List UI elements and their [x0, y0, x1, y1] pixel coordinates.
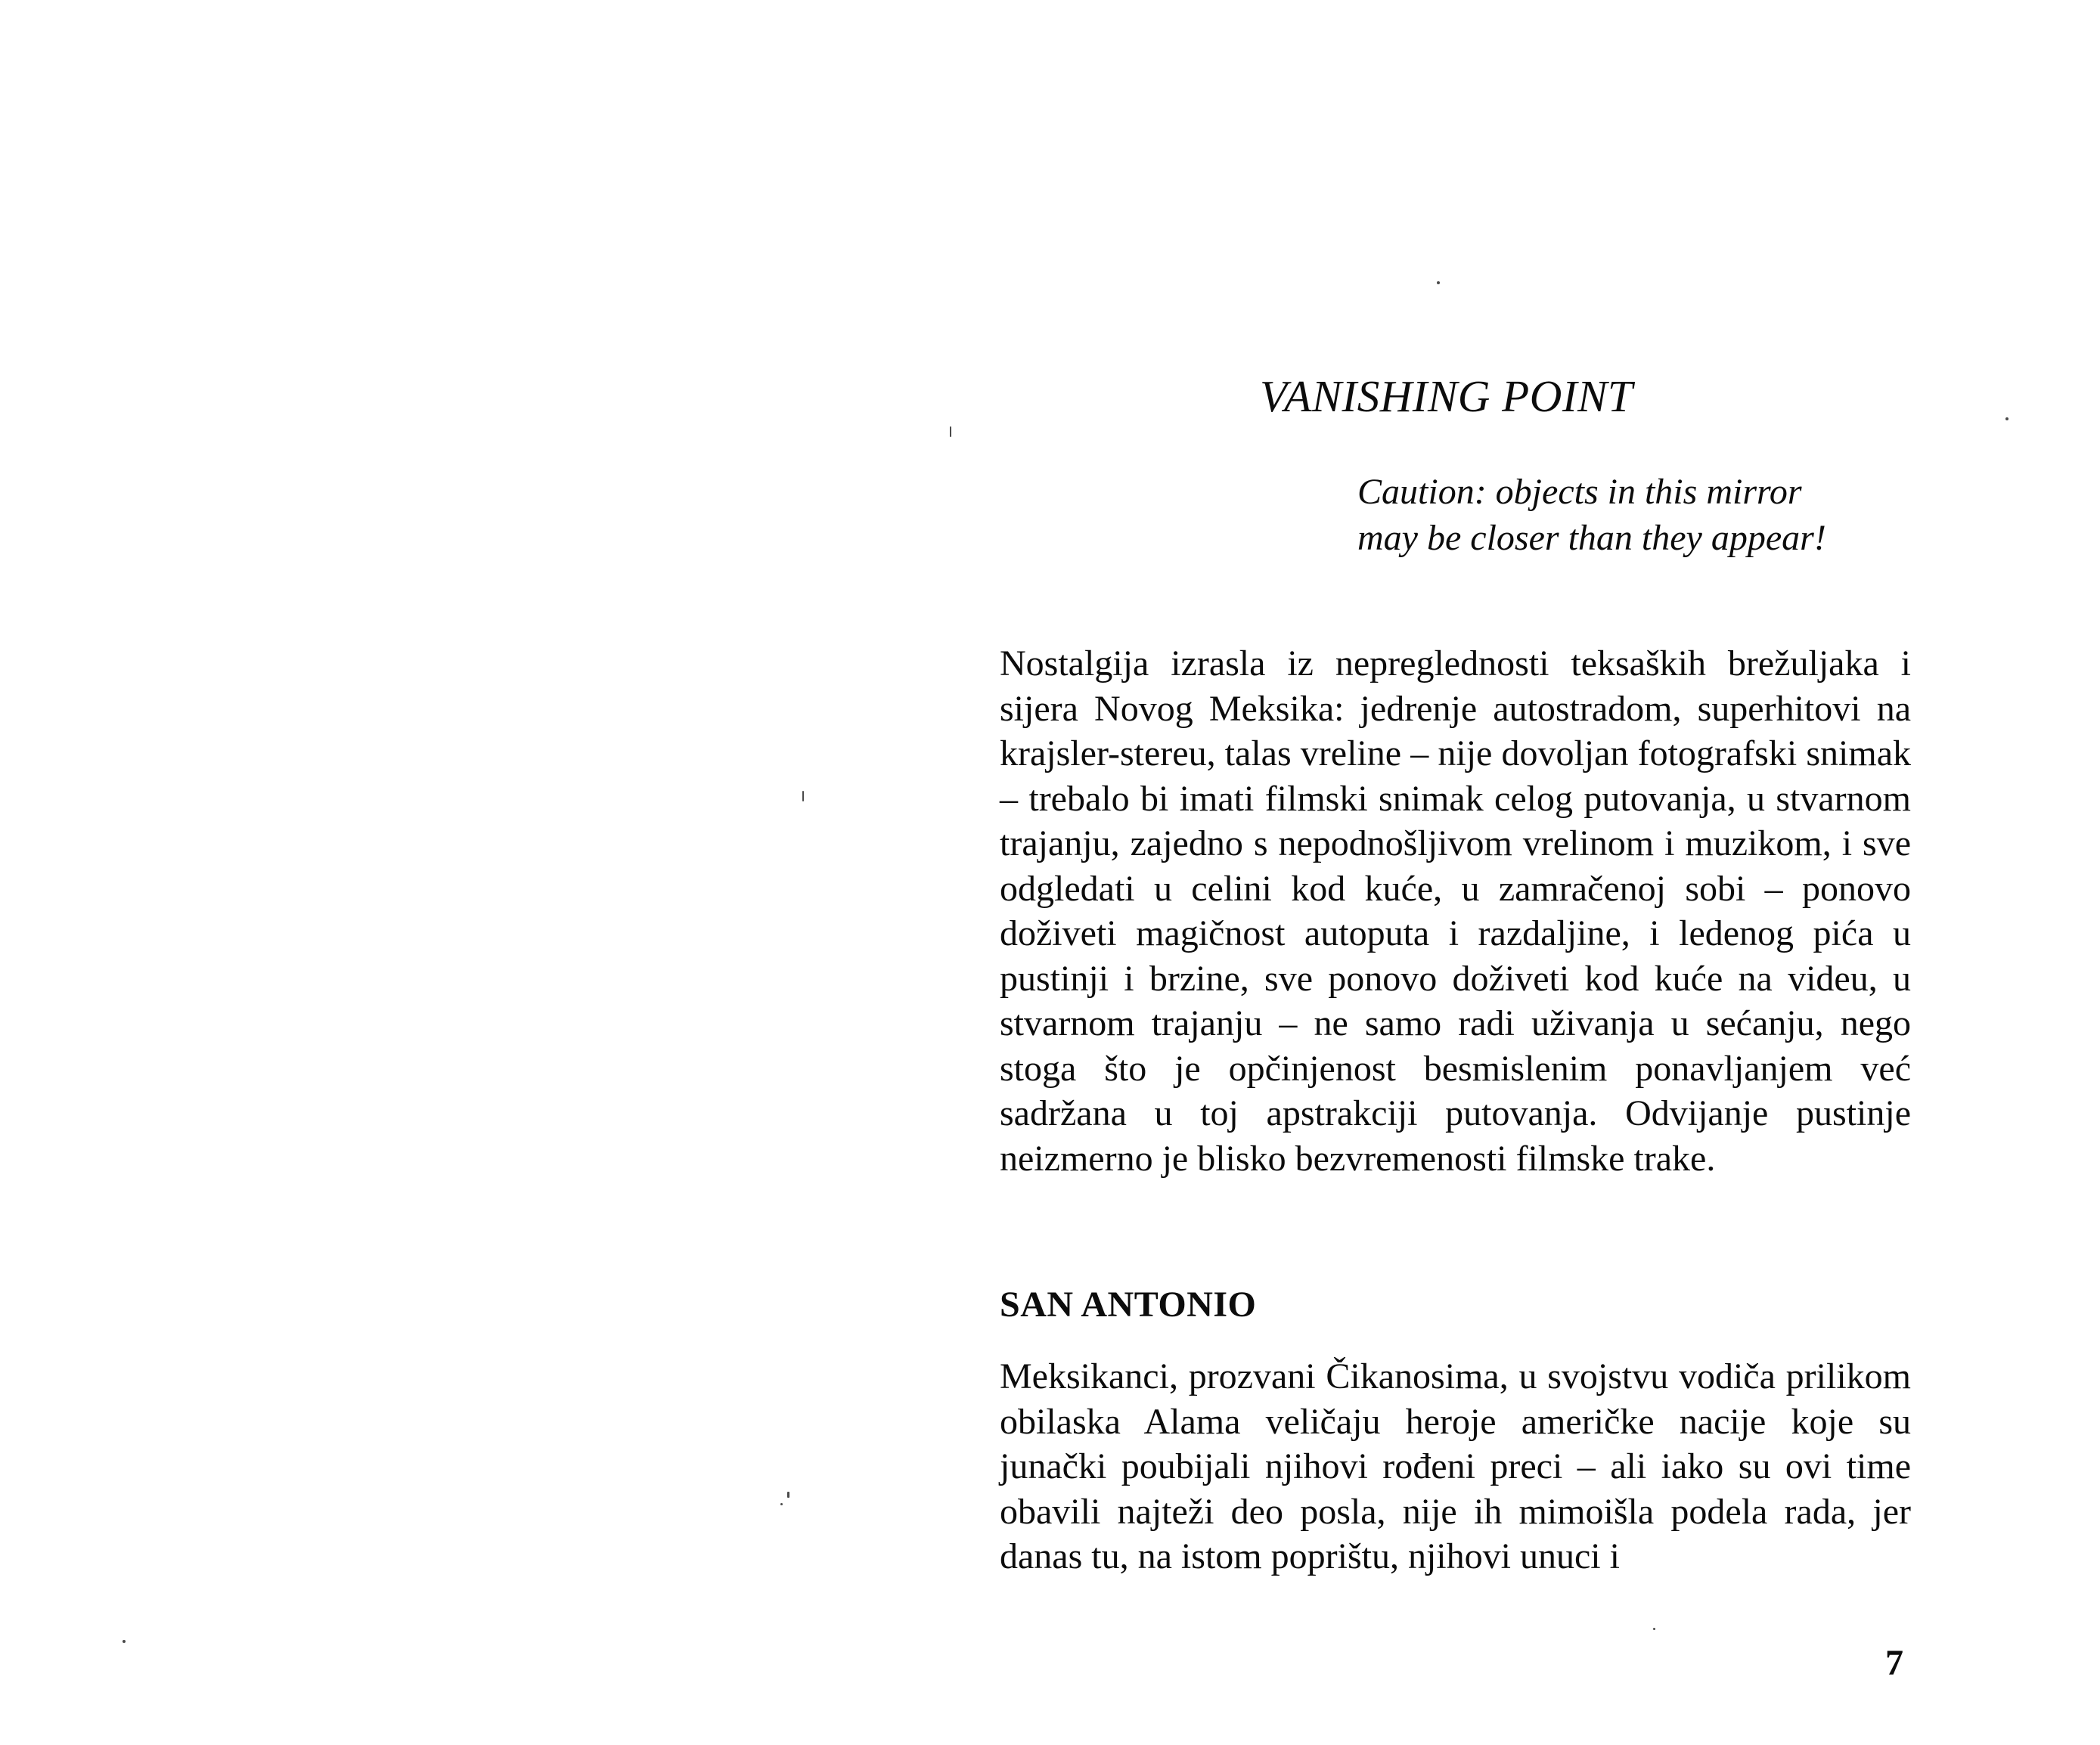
body-paragraph: Meksikanci, prozvani Čikanosima, u svojstvu vodiča prilikom obilaska Alama veličaju heroje američke nacije koje su junački poubijali njihovi rođeni preci – ali iako su ovi time obavili najteži deo posla, nije ih mimoišla podela rada, jer danas tu, na istom poprištu, njihovi unuci i: [1000, 1356, 1911, 1576]
epigraph-line: Caution: objects in this mirror: [1357, 472, 1802, 512]
chapter-title: VANISHING POINT: [1260, 371, 1633, 421]
scan-speck: [787, 1492, 789, 1498]
scan-speck: [950, 426, 951, 437]
section-heading: SAN ANTONIO: [1000, 1285, 1257, 1325]
epigraph: [1357, 469, 1826, 561]
scan-speck: [123, 1640, 126, 1643]
epigraph-line: may be closer than they appear!: [1357, 518, 1826, 558]
body-paragraph: Nostalgija izrasla iz nepreglednosti teksaških brežuljaka i sijera Novog Meksika: jedrenje autostradom, superhitovi na krajsler-stereu, talas vreline – nije dovoljan fotografski snimak – trebalo bi imati filmski snimak celog putovanja, u stvarnom trajanju, zajedno s nepodnošljivom vrelinom i muzikom, i sve odgledati u celini kod kuće, u zamračenoj sobi – ponovo doživeti magičnost autoputa i razdaljine, i ledenog pića u pustinji i brzine, sve ponovo doživeti kod kuće na videu, u stvarnom trajanju – ne samo radi uživanja u sećanju, nego stoga što je opčinjenost besmislenim ponavljanjem već sadržana u toj apstrakciji putovanja. Odvijanje pustinje neizmerno je blisko bezvremenosti filmske trake.: [1000, 643, 1911, 1179]
page-number: 7: [1885, 1643, 1903, 1683]
scan-speck: [2005, 417, 2008, 420]
scan-speck: [802, 791, 804, 801]
scan-speck: [1653, 1628, 1655, 1630]
scan-speck: [780, 1503, 783, 1505]
scan-speck: [1437, 281, 1440, 284]
